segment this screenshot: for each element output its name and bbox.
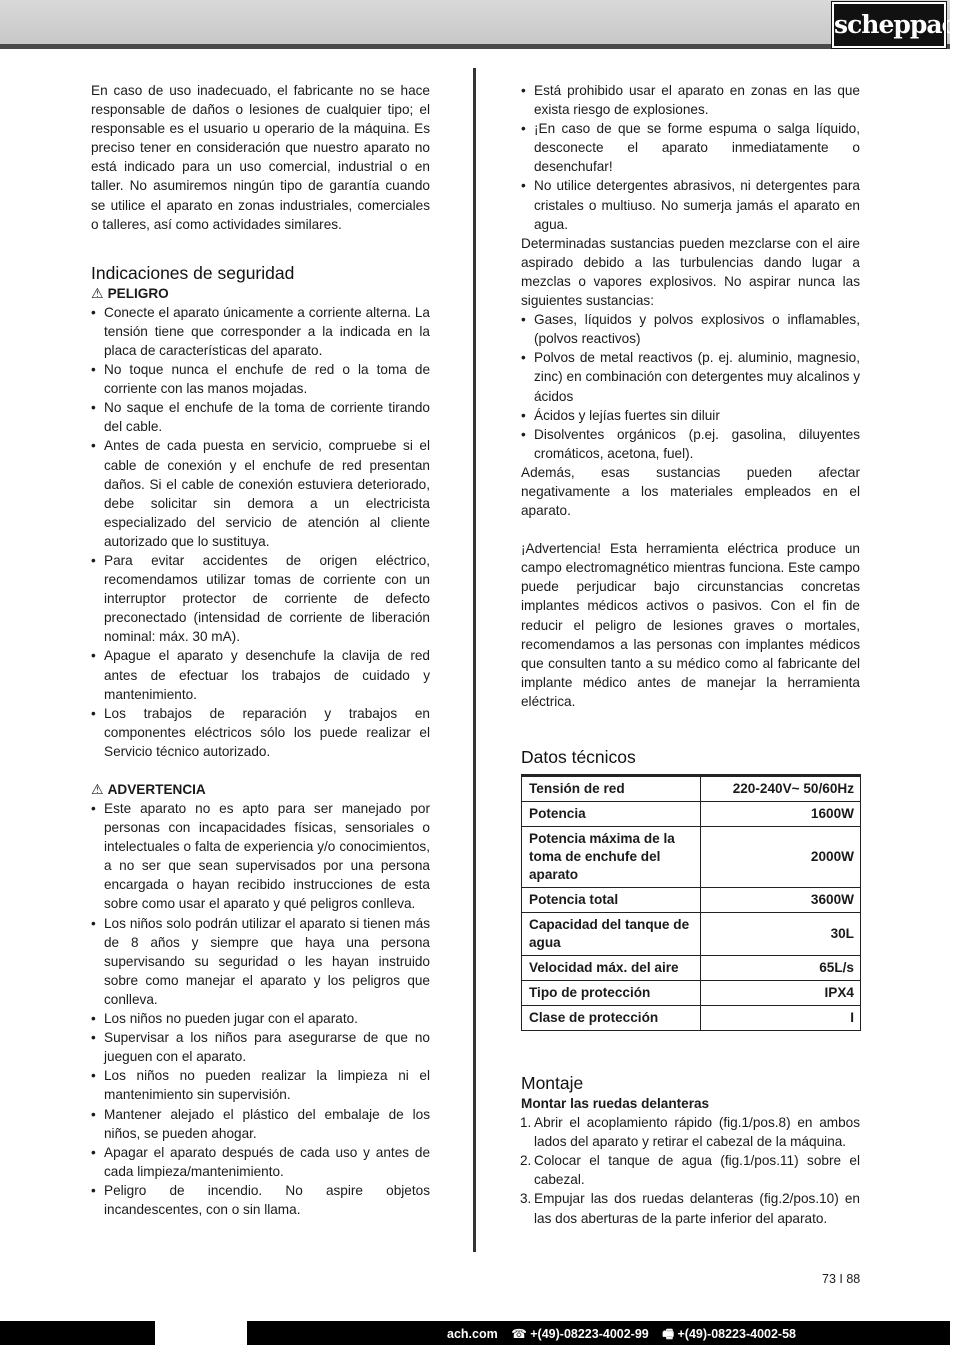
step-number: 3. <box>520 1191 532 1207</box>
spec-value: 3600W <box>701 888 861 913</box>
step-number: 2. <box>520 1153 532 1169</box>
list-item: • Peligro de incendio. No aspire objetos incandescentes, con o sin llama. <box>91 1181 430 1219</box>
step-number: 1. <box>520 1115 532 1131</box>
tech-data-table <box>521 774 861 1031</box>
list-item: • Mantener alejado el plástico del embalaje de los niños, se pueden ahogar. <box>91 1105 430 1143</box>
list-item: • Apague el aparato y desenchufe la clavija de red antes de efectuar los trabajos de cuidado y mantenimiento. <box>91 646 430 703</box>
footer-fax: 🖷 +(49)-08223-4002-58 <box>662 1327 796 1341</box>
spec-label: Clase de protección <box>522 1006 701 1031</box>
table-row <box>522 913 861 956</box>
table-row <box>522 888 861 913</box>
list-item: • Los niños solo podrán utilizar el aparato si tienen más de 8 años y siempre que haya una persona supervisando su seguridad o les hayan instruido sobre como manejar el aparato y los peligros que conlleva. <box>91 914 430 1009</box>
spec-value: I <box>701 1006 861 1031</box>
footer-phone: ☎ +(49)-08223-4002-99 <box>511 1327 649 1341</box>
spec-label: Potencia total <box>522 888 701 913</box>
emf-warning-paragraph: ¡Advertencia! Esta herramienta eléctrica produce un campo electromagnético mientras funciona. Este campo puede perjudicar bajo circunstancias concretas implantes médicos activos o pasivos. Con el fin de reducir el peligro de lesiones graves o mortales, recomendamos a las personas con implantes médicos que consulten tanto a su médico como al fabricante del implante médico antes de manejar la herramienta eléctrica. <box>521 541 860 709</box>
table-row <box>522 776 861 802</box>
list-item: • Gases, líquidos y polvos explosivos o inflamables, (polvos reactivos) <box>521 310 860 348</box>
peligro-list <box>91 303 430 761</box>
warning-triangle-icon: ⚠ <box>91 781 104 797</box>
list-item: • No saque el enchufe de la toma de corriente tirando del cable. <box>91 398 430 436</box>
montaje-heading: Montaje <box>521 1073 584 1093</box>
spec-value: 1600W <box>701 802 861 827</box>
list-item: • Conecte el aparato únicamente a corriente alterna. La tensión tiene que corresponder a la indicada en la placa de características del aparato. <box>91 303 430 360</box>
advertencia-list <box>91 799 430 1219</box>
spec-value: 220-240V~ 50/60Hz <box>701 776 861 802</box>
list-item: • Los niños no pueden jugar con el aparato. <box>91 1009 430 1028</box>
list-item: • Supervisar a los niños para asegurarse de que no jueguen con el aparato. <box>91 1028 430 1066</box>
prohibitions-list <box>521 81 860 234</box>
footer-contact <box>437 1325 796 1346</box>
table-row <box>522 827 861 888</box>
left-column <box>91 81 430 1219</box>
step-text: Abrir el acoplamiento rápido (fig.1/pos.8) en ambos lados del aparato y retirar el cabezal de la máquina. <box>534 1115 860 1150</box>
spec-value: 2000W <box>701 827 861 888</box>
column-divider <box>473 68 476 1252</box>
table-row <box>522 802 861 827</box>
list-item: • No toque nunca el enchufe de red o la toma de corriente con las manos mojadas. <box>91 360 430 398</box>
list-item: • ¡En caso de que se forme espuma o salga líquido, desconecte el aparato inmediatamente o desenchufar! <box>521 119 860 176</box>
spec-label: Potencia máxima de la toma de enchufe del aparato <box>522 827 701 888</box>
step-text: Empujar las dos ruedas delanteras (fig.2/pos.10) en las dos aberturas de la parte inferior del aparato. <box>534 1191 860 1226</box>
footer-spacer <box>155 1321 247 1345</box>
list-item: • Los niños no pueden realizar la limpieza ni el mantenimiento sin supervisión. <box>91 1066 430 1104</box>
footer-website: ach.com <box>447 1327 498 1341</box>
step-text: Colocar el tanque de agua (fig.1/pos.11) sobre el cabezal. <box>534 1153 860 1188</box>
list-item <box>521 1113 860 1151</box>
spec-label: Tipo de protección <box>522 981 701 1006</box>
list-item: • Este aparato no es apto para ser manejado por personas con incapacidades físicas, sensoriales o intelectuales o falta de experiencia y/o conocimientos, a no ser que sean supervisados por una persona encargada o hayan recibido instrucciones de esta sobre como usar el aparato y qué peligros conlleva. <box>91 799 430 914</box>
intro-paragraph: En caso de uso inadecuado, el fabricante no se hace responsable de daños o lesiones de cualquier tipo; el responsable es el usuario u operario de la máquina. Es preciso tener en consideración que nuestro aparato no está indicado para un uso comercial, industrial o en taller. No asumiremos ningún tipo de garantía cuando se utilice el aparato en zonas industriales, comerciales o talleres, así como actividades similares. <box>91 83 430 232</box>
list-item: • Para evitar accidentes de origen eléctrico, recomendamos utilizar tomas de corriente con un interruptor protector de corriente de defecto preconectado (intensidad de corriente de liberación nominal: máx. 30 mA). <box>91 551 430 646</box>
list-item: • Está prohibido usar el aparato en zonas en las que exista riesgo de explosiones. <box>521 81 860 119</box>
warning-triangle-icon: ⚠ <box>91 284 104 301</box>
safety-heading: Indicaciones de seguridad <box>91 262 295 283</box>
advertencia-label: ADVERTENCIA <box>107 782 206 797</box>
list-item: • No utilice detergentes abrasivos, ni detergentes para cristales o multiuso. No sumerja jamás el aparato en agua. <box>521 176 860 233</box>
right-column <box>521 81 860 1228</box>
page-number: 73 I 88 <box>822 1272 861 1286</box>
tech-data-heading: Datos técnicos <box>521 747 636 767</box>
list-item: • Disolventes orgánicos (p.ej. gasolina, diluyentes cromáticos, acetona, fuel). <box>521 425 860 463</box>
table-row <box>522 956 861 981</box>
list-item <box>521 1151 860 1189</box>
substances-intro: Determinadas sustancias pueden mezclarse con el aire aspirado debido a las turbulencias dando lugar a mezclas o vapores explosivos. No aspirar nunca las siguientes sustancias: <box>521 235 860 309</box>
list-item <box>521 1189 860 1227</box>
spec-label: Capacidad del tanque de agua <box>522 913 701 956</box>
table-row <box>522 981 861 1006</box>
page-footer <box>0 1321 950 1345</box>
spec-value: IPX4 <box>701 981 861 1006</box>
peligro-heading <box>91 284 430 303</box>
list-item: • Polvos de metal reactivos (p. ej. aluminio, magnesio, zinc) en combinación con detergentes muy alcalinos y ácidos <box>521 348 860 405</box>
list-item: • Antes de cada puesta en servicio, compruebe si el cable de conexión y el enchufe de red presentan daños. Si el cable de conexión estuviera deteriorado, debe solicitar sin demora a un electricista especializado del servicio de atención al cliente autorizado que lo sustituya. <box>91 436 430 551</box>
peligro-label: PELIGRO <box>107 285 169 301</box>
spec-label: Potencia <box>522 802 701 827</box>
table-row <box>522 1006 861 1031</box>
spec-label: Tensión de red <box>522 776 701 802</box>
list-item: • Los trabajos de reparación y trabajos en componentes eléctricos sólo los puede realizar el Servicio técnico autorizado. <box>91 704 430 761</box>
substances-outro: Además, esas sustancias pueden afectar negativamente a los materiales empleados en el aparato. <box>521 464 860 519</box>
list-item: • Ácidos y lejías fuertes sin diluir <box>521 406 860 425</box>
page-header <box>0 0 973 49</box>
scheppach-logo: scheppach <box>832 2 946 48</box>
montaje-subheading: Montar las ruedas delanteras <box>521 1096 710 1111</box>
advertencia-heading <box>91 780 430 799</box>
list-item: • Apagar el aparato después de cada uso y antes de cada limpieza/mantenimiento. <box>91 1143 430 1181</box>
spec-value: 30L <box>701 913 861 956</box>
substances-list <box>521 310 860 463</box>
spec-label: Velocidad máx. del aire <box>522 956 701 981</box>
montaje-steps <box>521 1113 860 1228</box>
spec-value: 65L/s <box>701 956 861 981</box>
